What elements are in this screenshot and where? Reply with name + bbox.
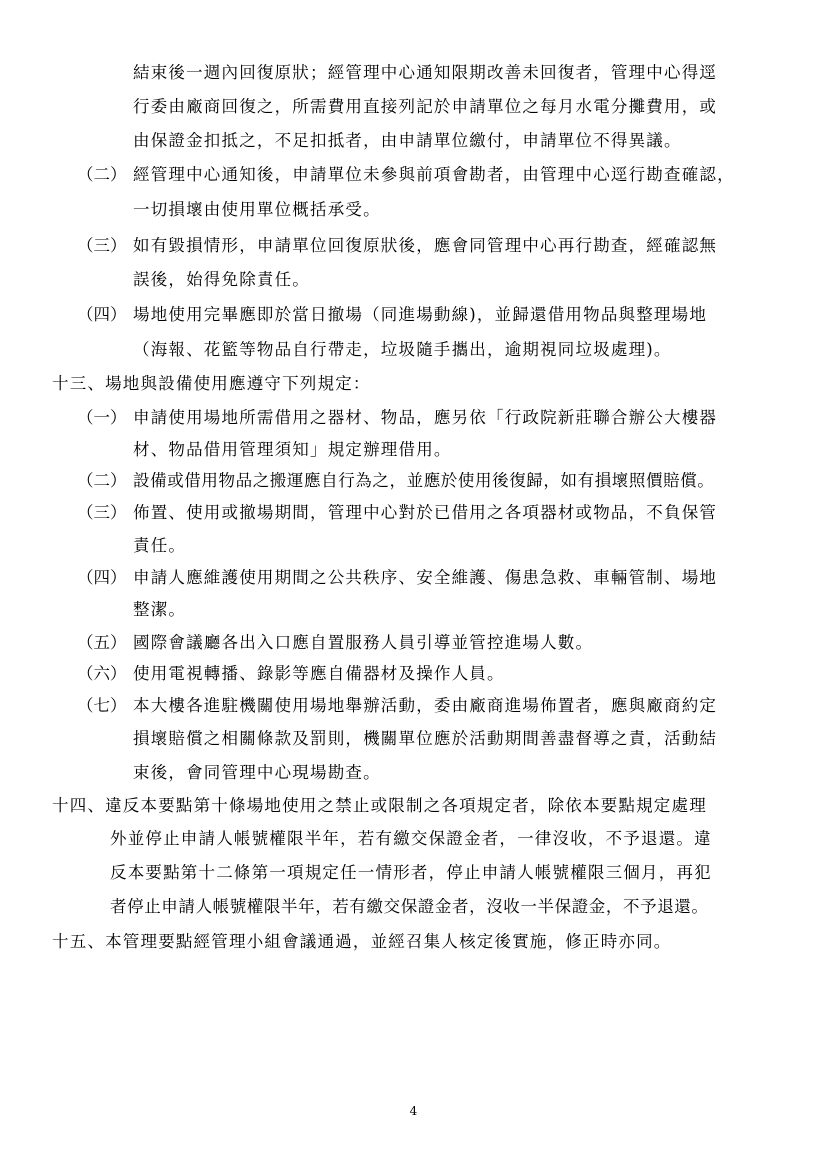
paragraph-line: 使用電視轉播、錄影等應自備器材及操作人員。 [133, 664, 505, 683]
item-marker: （三） [77, 236, 127, 255]
paragraph-line: 本大樓各進駐機關使用場地舉辦活動，委由廠商進場佈置者，應與廠商約定 [133, 696, 718, 715]
paragraph-line: 者停止申請人帳號權限半年，若有繳交保證金者，沒收一半保證金，不予退還。 [110, 897, 709, 916]
item-marker: （三） [77, 503, 127, 522]
paragraph-line: 結束後一週內回復原狀；經管理中心通知限期改善未回復者，管理中心得逕 [133, 63, 718, 82]
paragraph-line: 國際會議廳各出入口應自置服務人員引導並管控進場人數。 [133, 633, 594, 652]
paragraph-line: 反本要點第十二條第一項規定任一情形者，停止申請人帳號權限三個月，再犯 [110, 863, 712, 882]
paragraph-line: 誤後，始得免除責任。 [133, 270, 310, 289]
paragraph-line: 一切損壞由使用單位概括承受。 [133, 200, 381, 219]
paragraph-line: 整潔。 [133, 600, 187, 619]
paragraph-line: 申請人應維護使用期間之公共秩序、安全維護、傷患急救、車輛管制、場地 [133, 568, 718, 587]
paragraph-line: 設備或借用物品之搬運應自行為之，並應於使用後復歸，如有損壞照價賠償。 [133, 471, 715, 490]
section-heading: 十四、違反本要點第十條場地使用之禁止或限制之各項規定者，除依本要點規定處理 [52, 796, 707, 815]
item-marker: （四） [77, 305, 127, 324]
page-number: 4 [409, 1104, 418, 1118]
paragraph-line: 損壞賠償之相關條款及罰則，機關單位應於活動期間善盡督導之責，活動結 [133, 729, 718, 748]
paragraph-line: 場地使用完畢應即於當日撤場（同進場動線)，並歸還借用物品與整理場地 [133, 305, 708, 324]
paragraph-line: （海報、花籃等物品自行帶走，垃圾隨手攜出，逾期視同垃圾處理)。 [133, 340, 672, 359]
paragraph-line: 由保證金扣抵之，不足扣抵者，由申請單位繳付，申請單位不得異議。 [133, 131, 682, 150]
item-marker: （七） [77, 696, 127, 715]
paragraph-line: 佈置、使用或撤場期間，管理中心對於已借用之各項器材或物品，不負保管 [133, 503, 718, 522]
paragraph-line: 束後，會同管理中心現場勘查。 [133, 763, 381, 782]
item-marker: （六） [77, 664, 127, 683]
paragraph-line: 行委由廠商回復之，所需費用直接列記於申請單位之每月水電分攤費用，或 [133, 97, 718, 116]
item-marker: （二） [77, 471, 127, 490]
item-marker: （五） [77, 633, 127, 652]
paragraph-line: 外並停止申請人帳號權限半年，若有繳交保證金者，一律沒收，不予退還。違 [110, 829, 712, 848]
paragraph-line: 責任。 [133, 536, 187, 555]
item-marker: （二） [77, 165, 127, 184]
section-heading: 十三、場地與設備使用應遵守下列規定： [52, 374, 371, 393]
paragraph-line: 經管理中心通知後，申請單位未參與前項會勘者，由管理中心逕行勘查確認， [133, 165, 735, 184]
item-marker: （一） [77, 408, 127, 427]
item-marker: （四） [77, 568, 127, 587]
paragraph-line: 如有毀損情形，申請單位回復原狀後，應會同管理中心再行勘查，經確認無 [133, 236, 718, 255]
paragraph-line: 材、物品借用管理須知」規定辦理借用。 [133, 440, 452, 459]
paragraph-line: 申請使用場地所需借用之器材、物品，應另依「行政院新莊聯合辦公大樓器 [133, 408, 718, 427]
section-heading: 十五、本管理要點經管理小組會議通過，並經召集人核定後實施，修正時亦同。 [52, 932, 672, 951]
